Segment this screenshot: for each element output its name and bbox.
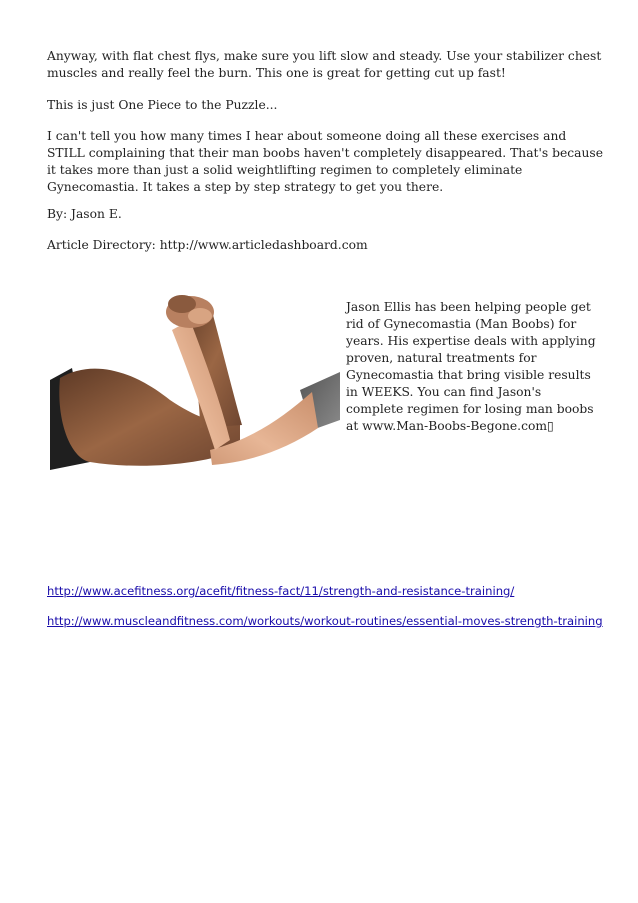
arm-wrestling-illustration bbox=[50, 290, 340, 470]
author-byline: By: Jason E. bbox=[47, 207, 122, 221]
paragraph-puzzle: This is just One Piece to the Puzzle... bbox=[47, 98, 278, 112]
paragraph-gynecomastia: I can't tell you how many times I hear about someone doing all these exercises and STILL complaining that their man boobs haven't completely disappeared. That's because it takes more than just a solid weightlifting regimen to completely eliminate Gynecomastia. It takes a step by step strategy to get you there. bbox=[47, 129, 603, 194]
paragraph-chest-flys: Anyway, with flat chest flys, make sure you lift slow and steady. Use your stabilizer chest muscles and really feel the burn. This one is great for getting cut up fast! bbox=[47, 49, 602, 80]
arm-wrestling-photo bbox=[50, 290, 340, 470]
muscleandfitness-link[interactable]: http://www.muscleandfitness.com/workouts/workout-routines/essential-moves-strength-training bbox=[47, 614, 603, 628]
article-directory: Article Directory: http://www.articledashboard.com bbox=[47, 238, 368, 252]
acefitness-link[interactable]: http://www.acefitness.org/acefit/fitness-fact/11/strength-and-resistance-training/ bbox=[47, 584, 515, 598]
author-bio: Jason Ellis has been helping people get rid of Gynecomastia (Man Boobs) for years. His expertise deals with applying proven, natural treatments for Gynecomastia that bring visible results in WEEKS. You can find Jason's complete regimen for losing man boobs at www.Man-Boobs-Begone.com▯ bbox=[346, 300, 596, 433]
